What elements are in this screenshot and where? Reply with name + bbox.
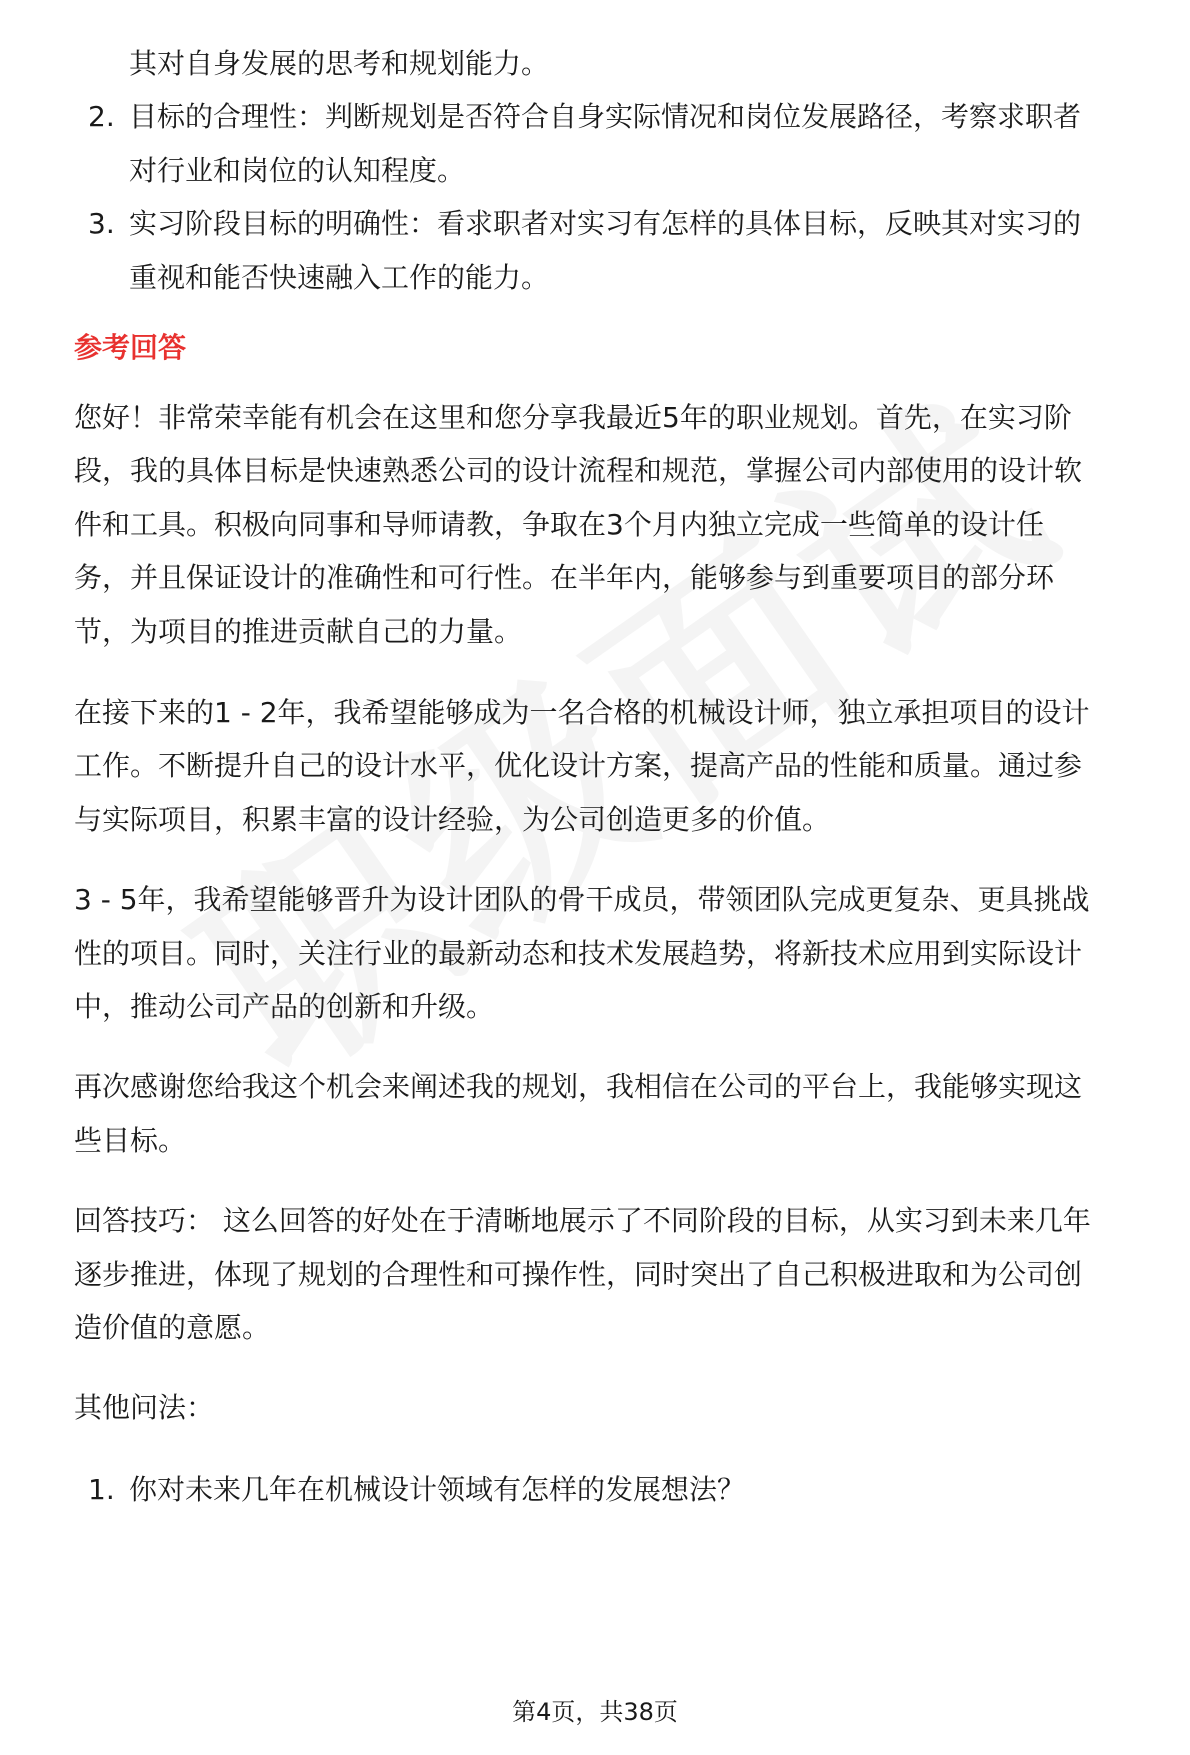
paragraph-line: 性的项目。同时，关注行业的最新动态和技术发展趋势，将新技术应用到实际设计: [74, 937, 1083, 970]
paragraph-line: 件和工具。积极向同事和导师请教，争取在3个月内独立完成一些简单的设计任: [74, 508, 1044, 541]
paragraph-line: 回答技巧： 这么回答的好处在于清晰地展示了不同阶段的目标，从实习到未来几年: [74, 1204, 1091, 1237]
paragraph-line: 中，推动公司产品的创新和升级。: [74, 990, 495, 1023]
list-number-2: 2.: [88, 100, 115, 133]
other-questions-label: 其他问法：: [74, 1391, 215, 1424]
list-item-3-line-1: 实习阶段目标的明确性：看求职者对实习有怎样的具体目标，反映其对实习的: [129, 207, 1082, 240]
paragraph-line: 逐步推进，体现了规划的合理性和可操作性，同时突出了自己积极进取和为公司创: [74, 1258, 1083, 1291]
other-list-item-1: 你对未来几年在机械设计领域有怎样的发展想法？: [129, 1473, 746, 1506]
paragraph-line: 与实际项目，积累丰富的设计经验，为公司创造更多的价值。: [74, 803, 831, 836]
paragraph-line: 3 - 5年，我希望能够晋升为设计团队的骨干成员，带领团队完成更复杂、更具挑战: [74, 883, 1090, 916]
list-number-3: 3.: [88, 207, 115, 240]
paragraph-line: 段，我的具体目标是快速熟悉公司的设计流程和规范，掌握公司内部使用的设计软: [74, 454, 1083, 487]
paragraph-line: 些目标。: [74, 1124, 187, 1157]
paragraph-line: 造价值的意愿。: [74, 1311, 271, 1344]
list-item-2-line-1: 目标的合理性：判断规划是否符合自身实际情况和岗位发展路径，考察求职者: [129, 100, 1082, 133]
paragraph-line: 在接下来的1 - 2年，我希望能够成为一名合格的机械设计师，独立承担项目的设计: [74, 696, 1090, 729]
list-item-1-continuation: 其对自身发展的思考和规划能力。: [129, 47, 550, 80]
page-footer: 第4页，共38页: [512, 1698, 678, 1726]
paragraph-line: 工作。不断提升自己的设计水平，优化设计方案，提高产品的性能和质量。通过参: [74, 749, 1083, 782]
paragraph-line: 再次感谢您给我这个机会来阐述我的规划，我相信在公司的平台上，我能够实现这: [74, 1070, 1083, 1103]
paragraph-line: 您好！非常荣幸能有机会在这里和您分享我最近5年的职业规划。首先，在实习阶: [74, 401, 1072, 434]
paragraph-line: 务，并且保证设计的准确性和可行性。在半年内，能够参与到重要项目的部分环: [74, 561, 1055, 594]
list-item-2-line-2: 对行业和岗位的认知程度。: [129, 154, 466, 187]
section-heading: 参考回答: [74, 331, 187, 364]
list-item-3-line-2: 重视和能否快速融入工作的能力。: [129, 261, 550, 294]
paragraph-line: 节，为项目的推进贡献自己的力量。: [74, 615, 523, 648]
other-list-number-1: 1.: [88, 1473, 115, 1506]
